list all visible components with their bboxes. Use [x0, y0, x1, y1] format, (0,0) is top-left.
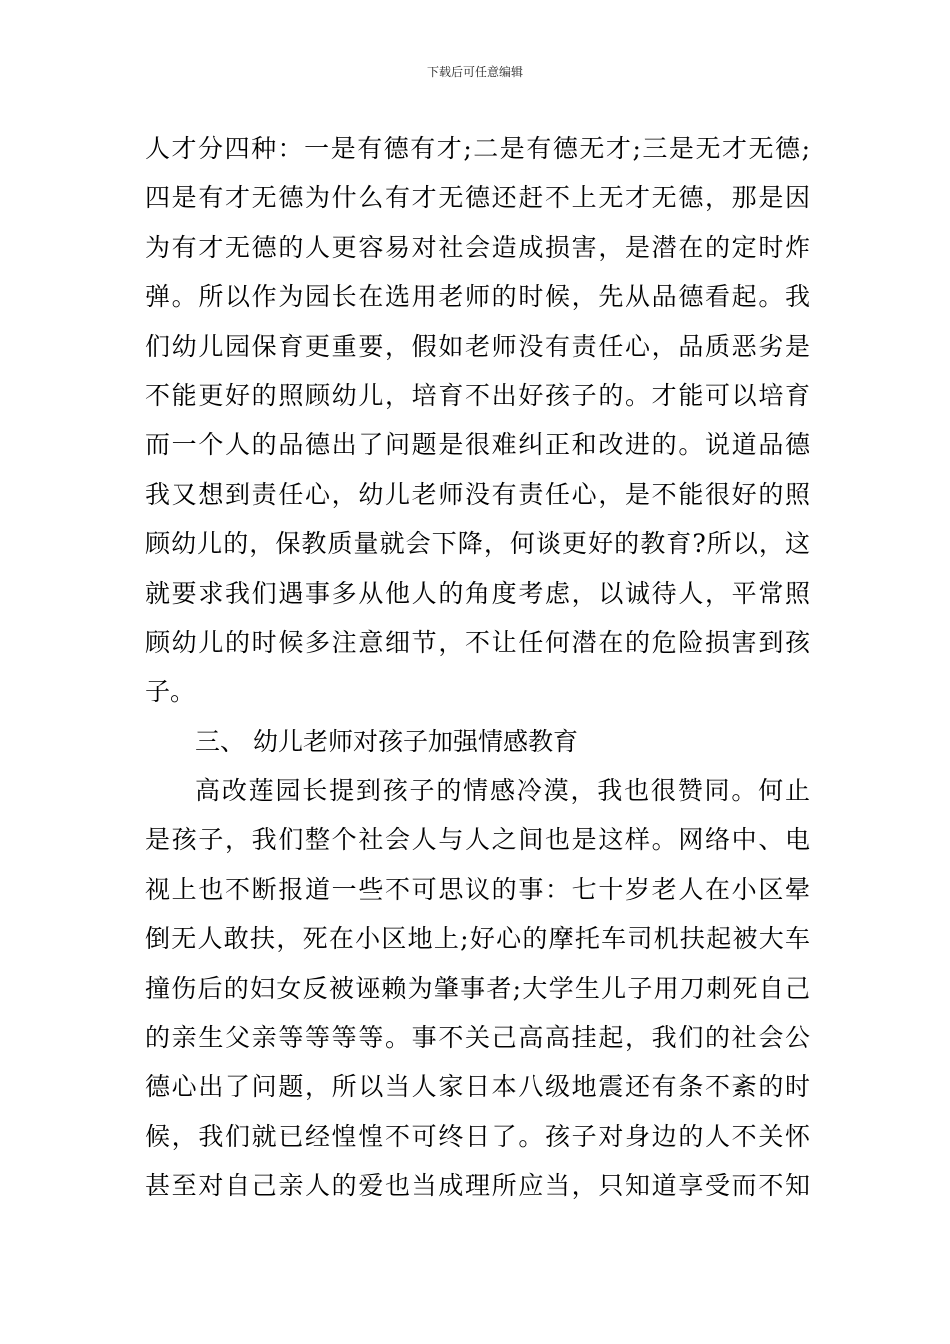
text-line: 甚至对自己亲人的爱也当成理所应当，只知道享受而不知 — [145, 1171, 810, 1201]
text-line: 而一个人的品德出了问题是很难纠正和改进的。说道品德 — [145, 430, 810, 460]
text-line: 视上也不断报道一些不可思议的事：七十岁老人在小区晕 — [145, 874, 810, 904]
text-line: 候，我们就已经惶惶不可终日了。孩子对身边的人不关怀 — [145, 1121, 810, 1151]
text-line: 子。 — [145, 677, 196, 707]
text-line: 就要求我们遇事多从他人的角度考虑，以诚待人，平常照 — [145, 578, 810, 608]
section-heading: 三、 幼儿老师对孩子加强情感教育 — [195, 726, 578, 756]
text-line: 是孩子，我们整个社会人与人之间也是这样。网络中、电 — [145, 825, 810, 855]
text-line: 的亲生父亲等等等等。事不关己高高挂起，我们的社会公 — [145, 1023, 810, 1053]
text-line: 不能更好的照顾幼儿，培育不出好孩子的。才能可以培育 — [145, 380, 810, 410]
text-line: 人才分四种：一是有德有才;二是有德无才;三是无才无德; — [145, 134, 810, 163]
text-line: 们幼儿园保育更重要，假如老师没有责任心，品质恶劣是 — [145, 331, 810, 361]
paragraph-first-line: 高改莲园长提到孩子的情感冷漠，我也很赞同。何止 — [195, 776, 810, 806]
text-line: 撞伤后的妇女反被诬赖为肇事者;大学生儿子用刀刺死自己 — [145, 973, 810, 1003]
text-line: 为有才无德的人更容易对社会造成损害，是潜在的定时炸 — [145, 232, 810, 262]
text-line: 德心出了问题，所以当人家日本八级地震还有条不紊的时 — [145, 1072, 810, 1102]
text-line: 我又想到责任心，幼儿老师没有责任心，是不能很好的照 — [145, 479, 810, 509]
text-line: 倒无人敢扶，死在小区地上;好心的摩托车司机扶起被大车 — [145, 924, 810, 954]
page-header: 下载后可任意编辑 — [426, 65, 523, 79]
text-line: 顾幼儿的，保教质量就会下降，何谈更好的教育?所以，这 — [145, 529, 810, 559]
text-line: 弹。所以作为园长在选用老师的时候，先从品德看起。我 — [145, 282, 810, 312]
text-line: 顾幼儿的时候多注意细节，不让任何潜在的危险损害到孩 — [145, 627, 810, 657]
text-line: 四是有才无德为什么有才无德还赶不上无才无德，那是因 — [145, 183, 810, 213]
document-body — [145, 124, 810, 1211]
